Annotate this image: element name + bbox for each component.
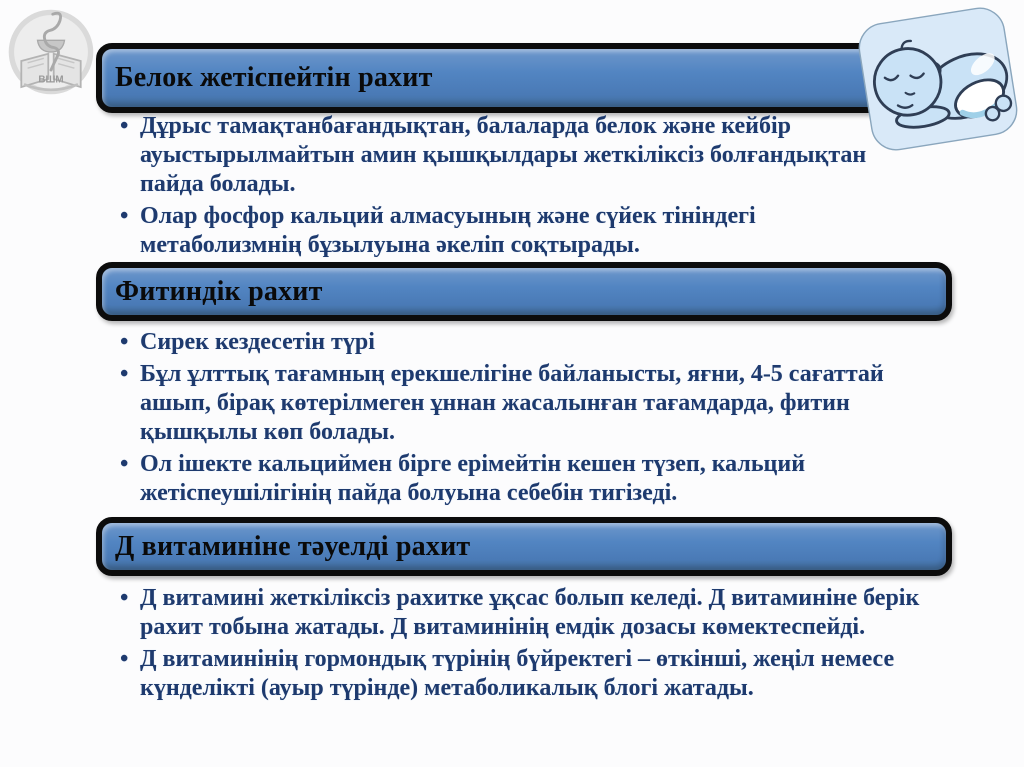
list-item xyxy=(120,584,920,642)
bullet-text: Олар фосфор кальций алмасуының және сүйек тініндегі метаболизмнің бұзылуына әкеліп соқтырады. xyxy=(140,203,756,258)
bullet-list-vitamin-d-dependent-rickets xyxy=(120,584,920,706)
bullet-marker: • xyxy=(120,451,129,477)
bullet-marker: • xyxy=(120,361,129,387)
list-item xyxy=(120,202,920,260)
medical-school-logo-icon xyxy=(6,7,96,97)
bullet-marker: • xyxy=(120,585,129,611)
bullet-text: Д витаминінің гормондық түрінің бүйректегі – өткінші, жеңіл немесе күнделікті (ауыр түрінде) метаболикалық блогі жатады. xyxy=(140,646,895,701)
bullet-marker: • xyxy=(120,113,129,139)
bullet-text: Д витамині жеткіліксіз рахитке ұқсас болып келеді. Д витаминіне берік рахит тобына жатады. Д витаминінің емдік дозасы көмектеспейді. xyxy=(140,585,920,640)
baby-foot xyxy=(985,106,1000,121)
list-item xyxy=(120,112,920,199)
bullet-marker: • xyxy=(120,203,129,229)
bullet-list-phytin-rickets xyxy=(120,328,920,511)
section-title: Д витаминіне тәуелді рахит xyxy=(115,530,471,562)
list-item xyxy=(120,360,920,447)
section-title: Фитиндік рахит xyxy=(115,275,323,307)
sleeping-baby-icon xyxy=(852,1,1023,157)
bullet-text: Сирек кездесетін түрі xyxy=(140,329,375,355)
bullet-marker: • xyxy=(120,646,129,672)
bullet-text: Бұл ұлттық тағамның ерекшелігіне байланысты, яғни, 4-5 сағаттай ашып, бірақ көтерілмеген ұннан жасалынған тағамдарда, фитин қышқылы көп болады. xyxy=(140,361,884,445)
section-header-phytin-rickets xyxy=(96,262,952,321)
bullet-text: Дұрыс тамақтанбағандықтан, балаларда белок және кейбір ауыстырылмайтын амин қышқылдары жеткіліксіз болғандықтан пайда болады. xyxy=(140,113,867,197)
bullet-list-protein-rickets xyxy=(120,112,920,263)
list-item xyxy=(120,450,920,508)
section-title: Белок жетіспейтін рахит xyxy=(115,62,433,93)
list-item xyxy=(120,328,920,357)
section-header-vitamin-d-dependent-rickets xyxy=(96,517,952,576)
section-header-protein-rickets xyxy=(96,43,952,113)
bullet-text: Ол ішекте кальциймен бірге ерімейтін кешен түзеп, кальций жетіспеушілігінің пайда болуына себебін тигізеді. xyxy=(140,451,806,506)
bullet-marker: • xyxy=(120,329,129,355)
list-item xyxy=(120,645,920,703)
logo-abbreviation: ВШМ xyxy=(38,74,64,86)
